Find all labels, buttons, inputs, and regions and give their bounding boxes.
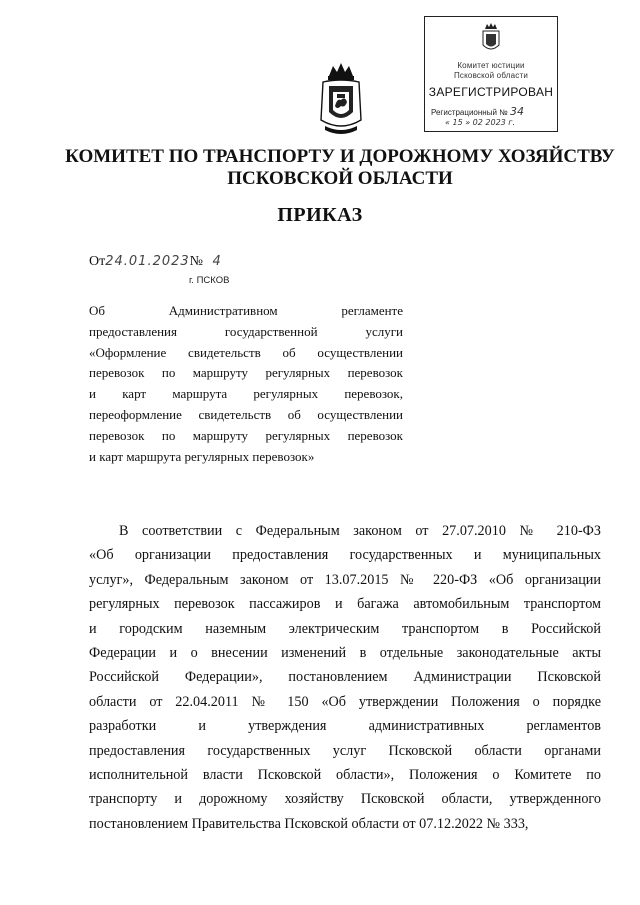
order-date: 24.01.2023	[105, 254, 190, 269]
stamp-reg-number: 34	[509, 105, 524, 118]
subject-line: Об Административном регламенте	[89, 303, 403, 318]
subject-line: предоставления государственной услуги	[89, 323, 403, 339]
stamp-org-line: Комитет юстиции	[457, 61, 525, 70]
body-line: области от 22.04.2011 № 150 «Об утверждении Положения о порядке	[89, 693, 601, 710]
body-line: разработки и утверждения административных регламентов	[89, 718, 601, 735]
body-line: регулярных перевозок пассажиров и багажа автомобильным транспортом	[89, 596, 601, 613]
order-city: г. ПСКОВ	[189, 275, 230, 286]
subject-line: перевозок по маршруту регулярных перевозок	[89, 365, 403, 381]
document-type-title: ПРИКАЗ	[277, 204, 363, 226]
body-line: предоставления государственных услуг Псковской области органами	[89, 742, 601, 759]
body-line: постановлением Правительства Псковской области от 07.12.2022 № 333,	[89, 815, 529, 832]
stamp-org-line: Псковской области	[453, 71, 528, 80]
registration-stamp	[424, 16, 558, 132]
body-line: транспорту и дорожному хозяйству Псковской области, утвержденного	[89, 791, 601, 808]
body-line: Федерации и о внесении изменений в отдельные законодательные акты	[89, 644, 601, 661]
organization-title-line: ПСКОВСКОЙ ОБЛАСТИ	[227, 168, 453, 189]
date-prefix: От	[89, 254, 106, 269]
number-label: №	[189, 254, 204, 269]
subject-line: перевозок по маршруту регулярных перевозок	[89, 427, 403, 443]
body-line: исполнительной власти Псковской области», Положения о Комитете по	[89, 766, 601, 783]
stamp-reg-date: « 15 » 02 2023 г.	[445, 118, 516, 127]
organization-title-line: КОМИТЕТ ПО ТРАНСПОРТУ И ДОРОЖНОМУ ХОЗЯЙСТВУ	[65, 146, 615, 167]
body-line: «Об организации предоставления государственных и муниципальных	[89, 547, 601, 564]
subject-line: переоформление свидетельств об осуществлении	[89, 406, 403, 422]
stamp-reg-number-line	[431, 105, 524, 118]
order-date-number	[89, 254, 222, 270]
body-line: В соответствии с Федеральным законом от 27.07.2010 № 210-ФЗ	[119, 523, 601, 539]
organization-title	[40, 146, 640, 190]
stamp-reg-label: Регистрационный №	[431, 108, 508, 117]
subject-line: и карт маршрута регулярных перевозок,	[89, 386, 403, 402]
body-line: Российской Федерации», постановлением Администрации Псковской	[89, 669, 601, 686]
order-number: 4	[212, 254, 222, 269]
coat-of-arms-emblem	[313, 60, 369, 140]
order-body	[89, 519, 601, 836]
subject-line: и карт маршрута регулярных перевозок»	[89, 448, 315, 464]
stamp-status: ЗАРЕГИСТРИРОВАН	[428, 85, 554, 99]
order-subject	[89, 301, 403, 467]
body-line: услуг», Федеральным законом от 13.07.2015 № 220-ФЗ «Об организации	[89, 571, 601, 588]
body-line: и городским наземным электрическим транспортом в Российской	[89, 620, 601, 637]
stamp-emblem-icon	[477, 23, 505, 57]
subject-line: «Оформление свидетельств об осуществлении	[89, 344, 403, 360]
